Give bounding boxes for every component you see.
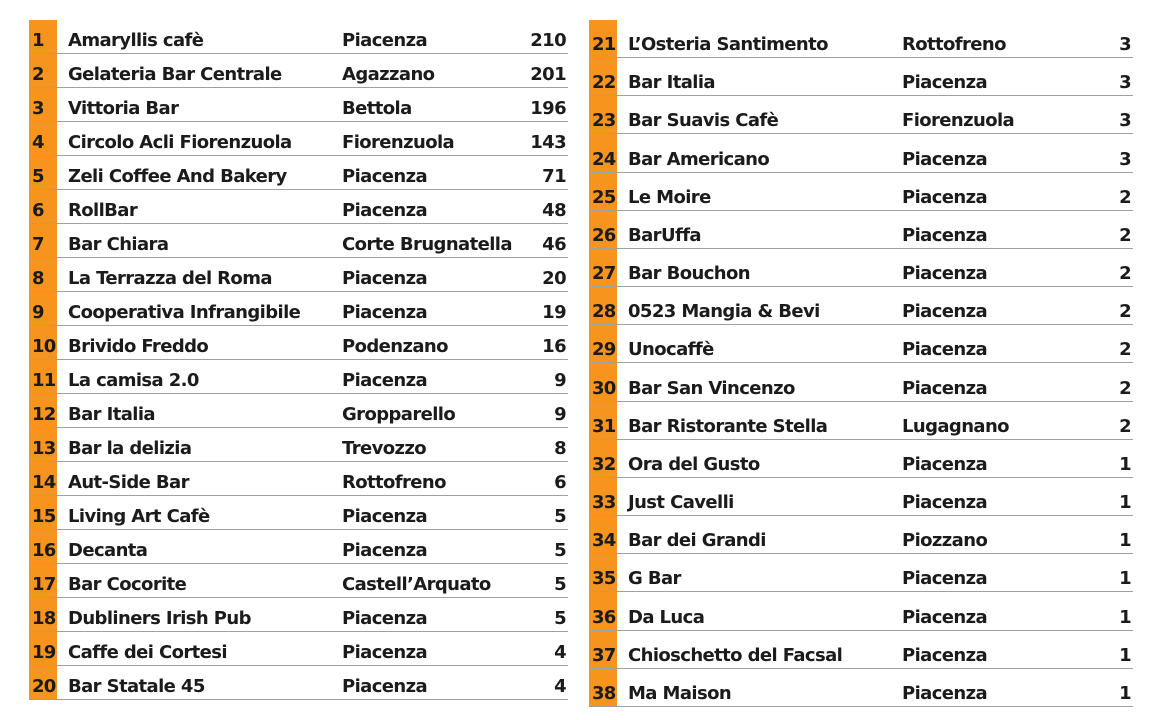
row-town: Piacenza: [902, 186, 988, 208]
row-rank: 24: [592, 148, 616, 170]
row-name: Bar Cocorite: [68, 574, 187, 595]
table-row: [589, 669, 1133, 707]
row-rank: 27: [592, 263, 616, 285]
row-count: 2: [1119, 224, 1131, 246]
row-rank: 33: [592, 492, 616, 514]
row-town: Piacenza: [902, 301, 988, 323]
table-row: [589, 554, 1133, 592]
table-row: [589, 478, 1133, 516]
row-rank: 35: [592, 568, 616, 590]
row-count: 1: [1119, 492, 1131, 514]
row-count: 2: [1119, 415, 1131, 437]
row-town: Piacenza: [902, 263, 988, 285]
row-rank: 25: [592, 186, 616, 208]
row-name: Dubliners Irish Pub: [68, 608, 251, 629]
row-town: Piacenza: [342, 370, 428, 391]
row-rank: 23: [592, 110, 616, 132]
row-count: 210: [530, 30, 566, 51]
row-town: Rottofreno: [342, 472, 446, 493]
row-count: 2: [1119, 339, 1131, 361]
table-row: [589, 135, 1133, 173]
row-name: Le Moire: [628, 186, 711, 208]
row-count: 1: [1119, 453, 1131, 475]
row-name: G Bar: [628, 568, 681, 590]
row-name: RollBar: [68, 200, 138, 221]
row-name: Ora del Gusto: [628, 453, 760, 475]
table-row: [29, 326, 568, 360]
row-count: 3: [1119, 72, 1131, 94]
row-name: Da Luca: [628, 606, 705, 628]
table-row: [29, 598, 568, 632]
row-rank: 6: [32, 200, 44, 221]
row-town: Piacenza: [342, 608, 428, 629]
row-count: 5: [554, 574, 566, 595]
row-name: Bar dei Grandi: [628, 530, 766, 552]
row-town: Piacenza: [902, 453, 988, 475]
row-rank: 15: [32, 506, 56, 527]
row-town: Fiorenzuola: [342, 132, 455, 153]
row-count: 3: [1119, 148, 1131, 170]
table-row: [29, 530, 568, 564]
row-count: 8: [554, 438, 566, 459]
row-town: Castell’Arquato: [342, 574, 491, 595]
table-row: [29, 224, 568, 258]
row-rank: 12: [32, 404, 56, 425]
row-name: Brivido Freddo: [68, 336, 209, 357]
row-name: Bar Suavis Cafè: [628, 110, 779, 132]
row-count: 9: [554, 404, 566, 425]
row-town: Fiorenzuola: [902, 110, 1015, 132]
row-count: 1: [1119, 682, 1131, 704]
row-name: La camisa 2.0: [68, 370, 199, 391]
row-count: 3: [1119, 34, 1131, 56]
row-rank: 21: [592, 34, 616, 56]
table-row: [589, 20, 1133, 58]
row-rank: 38: [592, 682, 616, 704]
row-count: 2: [1119, 301, 1131, 323]
table-row: [589, 440, 1133, 478]
table-row: [589, 631, 1133, 669]
row-rank: 18: [32, 608, 56, 629]
row-rank: 13: [32, 438, 56, 459]
table-row: [29, 428, 568, 462]
row-name: BarUffa: [628, 224, 701, 246]
row-town: Piacenza: [902, 492, 988, 514]
row-town: Lugagnano: [902, 415, 1009, 437]
table-row: [589, 402, 1133, 440]
table-row: [29, 156, 568, 190]
row-town: Piacenza: [902, 377, 988, 399]
table-row: [589, 211, 1133, 249]
table-row: [29, 54, 568, 88]
row-name: Bar Italia: [628, 72, 715, 94]
table-row: [29, 394, 568, 428]
row-town: Piacenza: [342, 166, 428, 187]
row-name: Bar Ristorante Stella: [628, 415, 828, 437]
row-count: 16: [542, 336, 566, 357]
row-rank: 32: [592, 453, 616, 475]
row-count: 4: [554, 642, 566, 663]
row-name: Bar Bouchon: [628, 263, 750, 285]
row-count: 1: [1119, 530, 1131, 552]
table-row: [29, 496, 568, 530]
row-name: Just Cavelli: [628, 492, 734, 514]
row-rank: 30: [592, 377, 616, 399]
table-row: [29, 88, 568, 122]
table-row: [29, 20, 568, 54]
row-rank: 14: [32, 472, 56, 493]
row-town: Piacenza: [902, 339, 988, 361]
row-name: Circolo Acli Fiorenzuola: [68, 132, 292, 153]
row-town: Piacenza: [342, 268, 428, 289]
table-row: [589, 173, 1133, 211]
row-town: Bettola: [342, 98, 412, 119]
row-rank: 10: [32, 336, 56, 357]
row-name: Decanta: [68, 540, 148, 561]
row-rank: 31: [592, 415, 616, 437]
row-count: 2: [1119, 377, 1131, 399]
row-count: 1: [1119, 606, 1131, 628]
row-name: Bar Statale 45: [68, 676, 205, 697]
row-count: 196: [530, 98, 566, 119]
row-rank: 19: [32, 642, 56, 663]
ranking-column-left: [29, 20, 568, 700]
row-count: 2: [1119, 186, 1131, 208]
row-count: 48: [542, 200, 566, 221]
table-row: [589, 516, 1133, 554]
row-town: Piacenza: [902, 72, 988, 94]
table-row: [29, 462, 568, 496]
row-rank: 26: [592, 224, 616, 246]
row-count: 3: [1119, 110, 1131, 132]
row-town: Piozzano: [902, 530, 988, 552]
row-town: Piacenza: [342, 540, 428, 561]
row-town: Agazzano: [342, 64, 435, 85]
table-row: [589, 58, 1133, 96]
ranking-column-right: [589, 20, 1133, 707]
table-row: [29, 632, 568, 666]
row-name: Aut-Side Bar: [68, 472, 189, 493]
row-town: Piacenza: [902, 568, 988, 590]
row-rank: 22: [592, 72, 616, 94]
row-count: 20: [542, 268, 566, 289]
row-count: 5: [554, 506, 566, 527]
row-rank: 11: [32, 370, 56, 391]
row-town: Piacenza: [342, 642, 428, 663]
row-town: Trevozzo: [342, 438, 427, 459]
row-town: Piacenza: [342, 302, 428, 323]
row-count: 5: [554, 540, 566, 561]
row-count: 71: [542, 166, 566, 187]
row-count: 2: [1119, 263, 1131, 285]
table-row: [589, 364, 1133, 402]
row-town: Piacenza: [342, 30, 428, 51]
row-name: Bar Italia: [68, 404, 155, 425]
row-town: Piacenza: [902, 644, 988, 666]
row-rank: 7: [32, 234, 44, 255]
row-town: Piacenza: [902, 682, 988, 704]
row-town: Piacenza: [902, 148, 988, 170]
table-row: [29, 360, 568, 394]
row-name: Chioschetto del Facsal: [628, 644, 843, 666]
row-name: L’Osteria Santimento: [628, 34, 828, 56]
row-count: 1: [1119, 568, 1131, 590]
row-town: Piacenza: [342, 506, 428, 527]
row-town: Corte Brugnatella: [342, 234, 512, 255]
row-name: Unocaffè: [628, 339, 714, 361]
row-count: 1: [1119, 644, 1131, 666]
row-rank: 37: [592, 644, 616, 666]
row-name: Bar la delizia: [68, 438, 192, 459]
row-name: Ma Maison: [628, 682, 732, 704]
row-rank: 20: [32, 676, 56, 697]
row-count: 6: [554, 472, 566, 493]
row-name: Bar Americano: [628, 148, 770, 170]
row-name: Bar Chiara: [68, 234, 169, 255]
row-rank: 8: [32, 268, 44, 289]
table-row: [589, 593, 1133, 631]
row-town: Piacenza: [902, 224, 988, 246]
row-town: Gropparello: [342, 404, 456, 425]
row-name: 0523 Mangia & Bevi: [628, 301, 820, 323]
row-rank: 3: [32, 98, 44, 119]
row-name: Cooperativa Infrangibile: [68, 302, 301, 323]
row-rank: 34: [592, 530, 616, 552]
table-row: [589, 325, 1133, 363]
row-name: Amaryllis cafè: [68, 30, 204, 51]
row-town: Rottofreno: [902, 34, 1006, 56]
row-count: 4: [554, 676, 566, 697]
row-rank: 5: [32, 166, 44, 187]
row-name: Bar San Vincenzo: [628, 377, 795, 399]
table-row: [29, 258, 568, 292]
table-row: [589, 249, 1133, 287]
row-name: Caffe dei Cortesi: [68, 642, 227, 663]
row-name: Living Art Cafè: [68, 506, 210, 527]
row-town: Piacenza: [342, 200, 428, 221]
table-row: [29, 122, 568, 156]
row-rank: 1: [32, 30, 44, 51]
row-rank: 2: [32, 64, 44, 85]
table-row: [589, 96, 1133, 134]
row-name: Zeli Coffee And Bakery: [68, 166, 287, 187]
table-row: [29, 564, 568, 598]
row-count: 46: [542, 234, 566, 255]
row-count: 19: [542, 302, 566, 323]
row-rank: 9: [32, 302, 44, 323]
table-row: [29, 666, 568, 700]
row-town: Piacenza: [902, 606, 988, 628]
row-rank: 29: [592, 339, 616, 361]
table-row: [29, 292, 568, 326]
row-rank: 36: [592, 606, 616, 628]
row-name: Vittoria Bar: [68, 98, 179, 119]
row-rank: 4: [32, 132, 44, 153]
row-rank: 17: [32, 574, 56, 595]
row-name: La Terrazza del Roma: [68, 268, 272, 289]
row-count: 201: [530, 64, 566, 85]
table-row: [29, 190, 568, 224]
row-town: Piacenza: [342, 676, 428, 697]
row-count: 143: [530, 132, 566, 153]
row-rank: 28: [592, 301, 616, 323]
row-count: 5: [554, 608, 566, 629]
row-count: 9: [554, 370, 566, 391]
table-row: [589, 287, 1133, 325]
row-rank: 16: [32, 540, 56, 561]
row-name: Gelateria Bar Centrale: [68, 64, 282, 85]
row-town: Podenzano: [342, 336, 448, 357]
